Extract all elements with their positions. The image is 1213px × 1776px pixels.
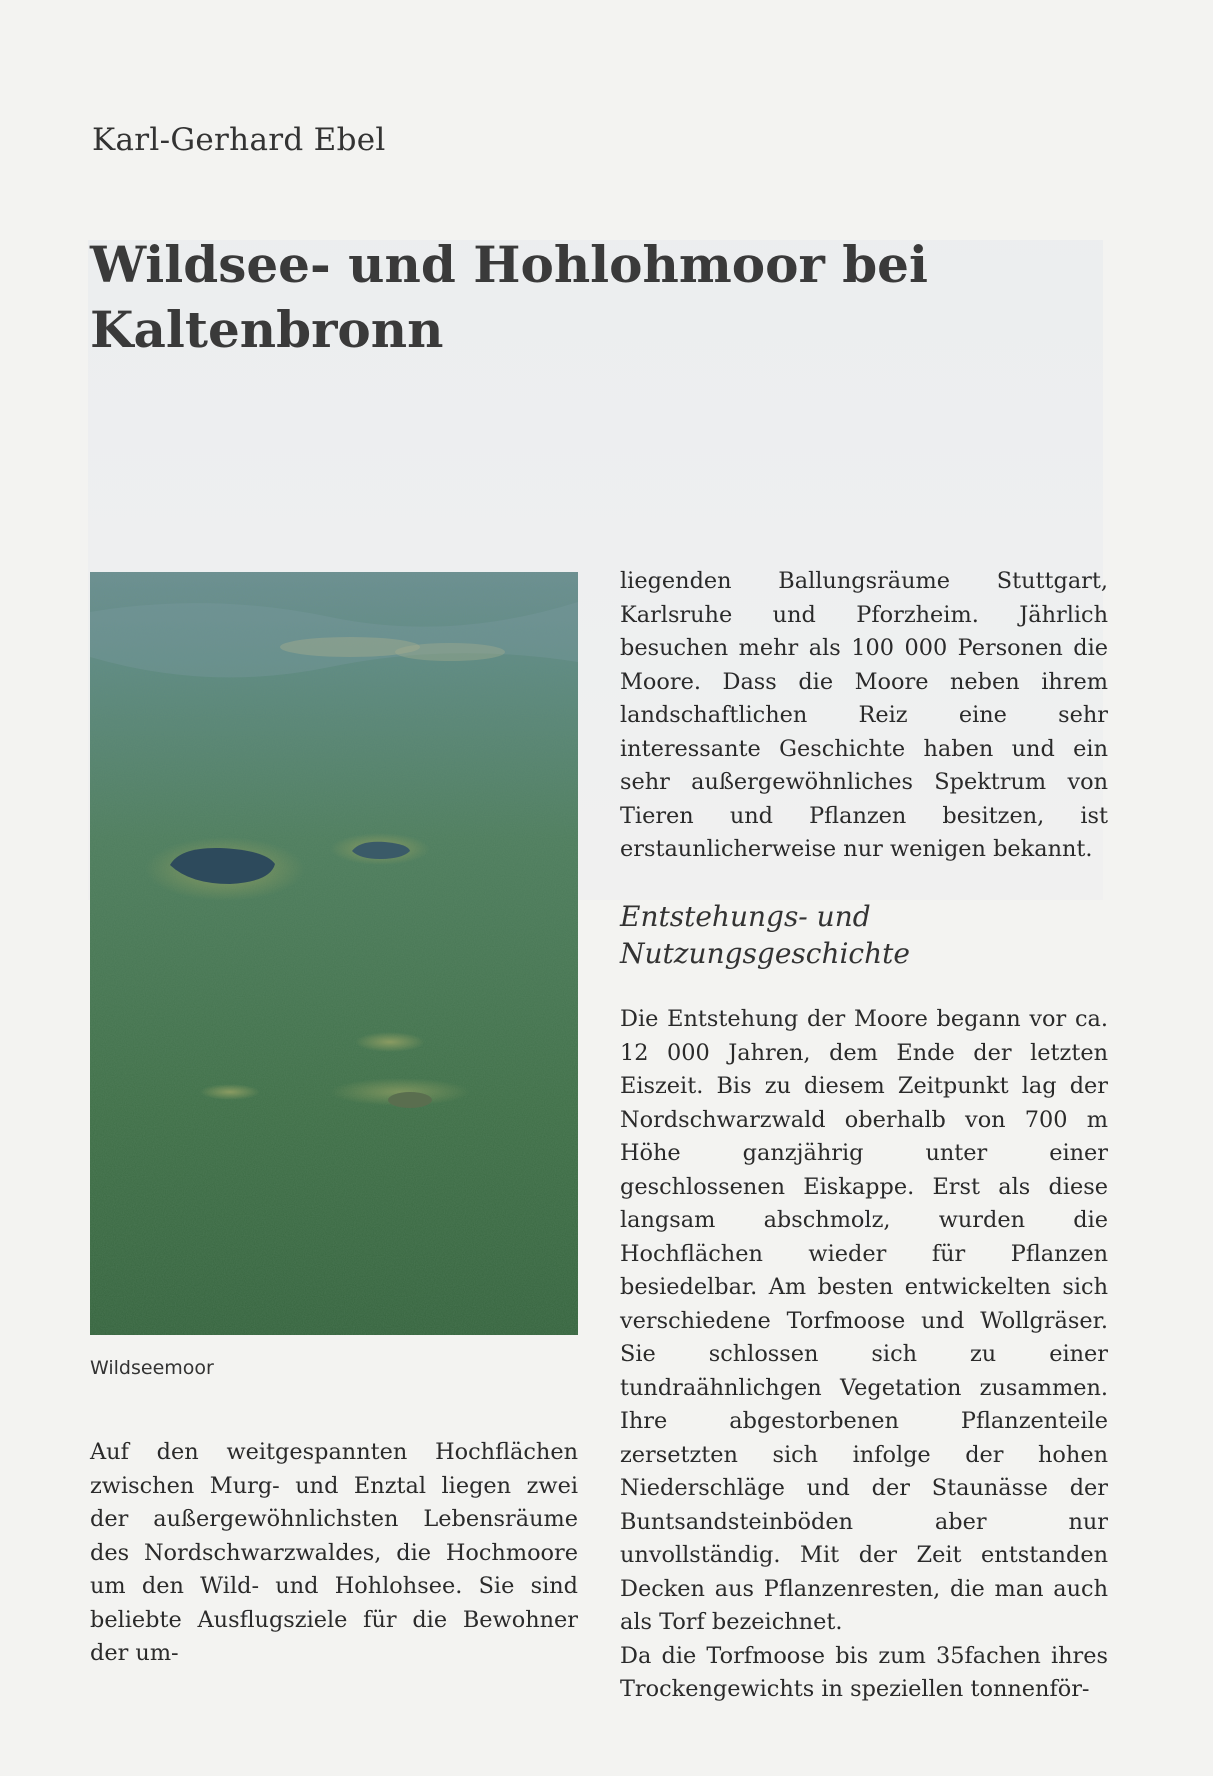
history-paragraph: Die Entstehung der Moore begann vor ca. 12 000 Jahren, dem Ende der letzten Eiszeit. Bis zu diesem Zeitpunkt lag der Nordschwarzwald oberhalb von 700 m Höhe ganzjährig unter einer geschlossenen Eiskappe. Erst als diese langsam abschmolz, wurden die Hochflächen wieder für Pflanzen besiedelbar. Am besten entwickelten sich verschiedene Torfmoose und Wollgräser. Sie schlossen sich zu einer tundraähnlichgen Vegetation zusammen. Ihre abgestorbenen Pflanzenteile zersetzten sich infolge der hohen Niederschläge und der Staunässe der Buntsandsteinböden aber nur unvollständig. Mit der Zeit entstanden Decken aus Pflanzenresten, die man auch als Torf bezeichnet. (620, 1006, 1108, 1635)
aerial-photo-graphic (90, 572, 578, 1335)
author-name: Karl-Gerhard Ebel (92, 122, 386, 158)
section-heading: Entstehungs- und Nutzungsgeschichte (620, 900, 910, 970)
intro-paragraph: Auf den weitgespannten Hochflächen zwischen Murg- und Enztal liegen zwei der außergewöhnlichsten Lebensräume des Nordschwarzwaldes, die Hochmoore um den Wild- und Hohlohsee. Sie sind beliebte Ausflugsziele für die Bewohner der um- (90, 1439, 578, 1666)
aerial-photo-wildseemoor (90, 572, 578, 1335)
left-column (90, 1436, 578, 1671)
article-title: Wildsee- und Hohlohmoor bei Kaltenbronn (90, 235, 928, 359)
intro-paragraph-continued: liegenden Ballungsräume Stuttgart, Karlsruhe und Pforzheim. Jährlich besuchen mehr als 100 000 Personen die Moore. Dass die Moore neben ihrem landschaftlichen Reiz eine sehr interessante Geschichte haben und ein sehr außergewöhnliches Spektrum von Tieren und Pflanzen besitzen, ist erstaunlicherweise nur wenigen bekannt. (620, 568, 1108, 862)
photo-caption: Wildseemoor (90, 1357, 214, 1379)
right-column-bottom (620, 1003, 1108, 1707)
right-column-top (620, 565, 1108, 867)
peat-moss-paragraph: Da die Torfmoose bis zum 35fachen ihres Trockengewichts in speziellen tonnenför- (620, 1642, 1108, 1702)
